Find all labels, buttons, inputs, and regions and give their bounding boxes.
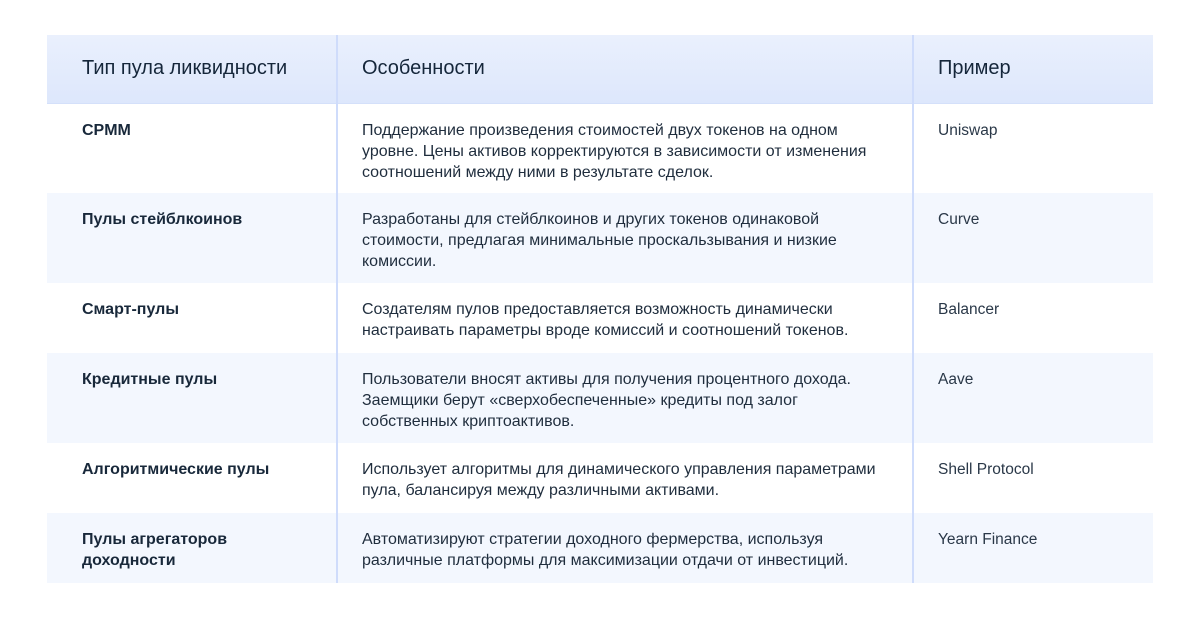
pool-type-cell: CPMM [82, 121, 131, 139]
example-cell: Aave [913, 353, 1153, 443]
table-row [47, 283, 1153, 353]
features-cell: Создателям пулов предоставляется возможность динамически настраивать параметры вроде комиссий и соотношений токенов. [337, 283, 913, 353]
example-cell: Uniswap [913, 103, 1153, 193]
example-cell: Balancer [913, 283, 1153, 353]
features-cell: Разработаны для стейблкоинов и других токенов одинаковой стоимости, предлагая минимальные проскальзывания и низкие комиссии. [337, 193, 913, 283]
table-row [47, 193, 1153, 283]
pool-type-cell: Алгоритмические пулы [82, 461, 270, 478]
table-body [47, 103, 1153, 583]
header-row [47, 35, 1153, 103]
pool-type-cell: Пулы стейблкоинов [82, 211, 243, 228]
table-row [47, 513, 1153, 583]
pool-type-cell: Пулы агрегаторов доходности [82, 531, 228, 569]
example-cell: Curve [913, 193, 1153, 283]
features-cell: Использует алгоритмы для динамического управления параметрами пула, балансируя между различными активами. [337, 443, 913, 513]
example-cell: Shell Protocol [913, 443, 1153, 513]
example-cell: Yearn Finance [913, 513, 1153, 583]
table-header [47, 35, 1153, 103]
header-pool-type: Тип пула ликвидности [47, 35, 337, 103]
pool-type-cell: Смарт-пулы [82, 301, 179, 318]
features-cell: Автоматизируют стратегии доходного фермерства, используя различные платформы для максимизации отдачи от инвестиций. [337, 513, 913, 583]
pool-type-cell: Кредитные пулы [82, 371, 218, 388]
table-row [47, 103, 1153, 193]
liquidity-pools-table-container [47, 35, 1153, 583]
header-features: Особенности [337, 35, 913, 103]
features-cell: Пользователи вносят активы для получения процентного дохода. Заемщики берут «сверхобеспеченные» кредиты под залог собственных криптоактивов. [337, 353, 913, 443]
features-cell: Поддержание произведения стоимостей двух токенов на одном уровне. Цены активов корректируются в зависимости от изменения соотношений между ними в результате сделок. [337, 103, 913, 193]
table-row [47, 353, 1153, 443]
header-example: Пример [913, 35, 1153, 103]
liquidity-pools-table [47, 35, 1153, 583]
table-row [47, 443, 1153, 513]
